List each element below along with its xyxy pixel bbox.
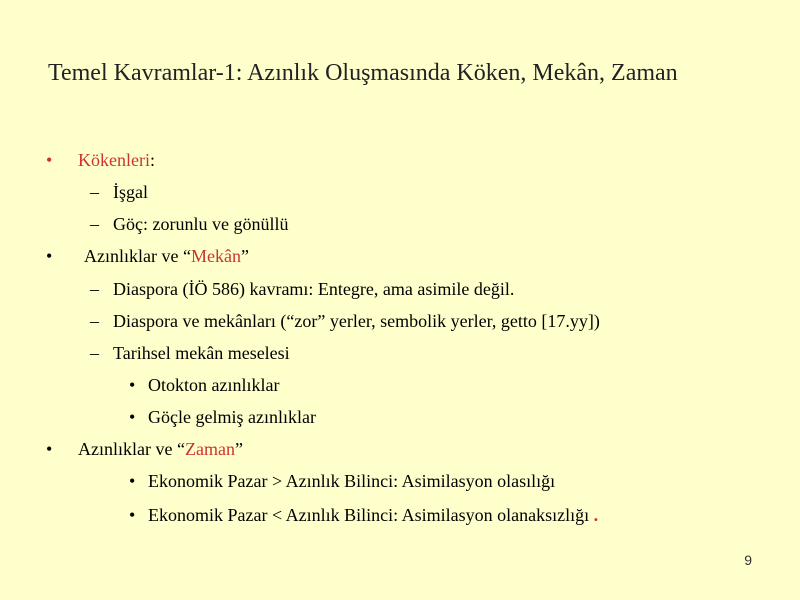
subsub-item-otokton: Otokton azınlıklar	[148, 375, 280, 395]
zaman-label: Zaman	[184, 439, 235, 459]
slide-title: Temel Kavramlar-1: Azınlık Oluşmasında Köken, Mekân, Zaman	[48, 60, 678, 86]
mekan-prefix: Azınlıklar ve “	[84, 246, 191, 266]
kokenleri-label: Kökenleri	[78, 150, 150, 170]
dash-marker: –	[90, 279, 99, 299]
sub-item-isgal: İşgal	[113, 182, 148, 202]
zaman-suffix: ”	[234, 439, 243, 459]
sub-item-goc: Göç: zorunlu ve gönüllü	[113, 214, 289, 234]
bullet-marker: •	[46, 150, 53, 170]
sub-bullet-marker: •	[129, 505, 136, 525]
subsub-item-asimilasyon-olasiligi: Ekonomik Pazar > Azınlık Bilinci: Asimilasyon olasılığı	[148, 471, 556, 491]
dash-marker: –	[90, 311, 99, 331]
bullet-marker: •	[46, 246, 53, 266]
subsub-item-gocle-gelmis: Göçle gelmiş azınlıklar	[148, 407, 316, 427]
dash-marker: –	[90, 343, 99, 363]
sub-bullet-marker: •	[129, 471, 136, 491]
trailing-dot: .	[593, 505, 599, 525]
bullet-kokenleri	[78, 149, 155, 171]
olanaksizligi-text: Ekonomik Pazar < Azınlık Bilinci: Asimilasyon olanaksızlığı	[148, 505, 594, 525]
dash-marker: –	[90, 182, 99, 202]
bullet-marker: •	[46, 439, 53, 459]
mekan-label: Mekân	[190, 246, 241, 266]
bullet-zaman	[78, 438, 243, 460]
sub-item-diaspora-kavrami: Diaspora (İÖ 586) kavramı: Entegre, ama asimile değil.	[113, 279, 515, 299]
sub-bullet-marker: •	[129, 407, 136, 427]
dash-marker: –	[90, 214, 99, 234]
mekan-suffix: ”	[240, 246, 249, 266]
subsub-item-asimilasyon-olanaksizligi	[148, 504, 598, 526]
bullet-mekan	[84, 245, 249, 267]
page-number: 9	[744, 552, 752, 568]
sub-item-diaspora-mekanlari: Diaspora ve mekânları (“zor” yerler, sembolik yerler, getto [17.yy])	[113, 311, 600, 331]
zaman-prefix: Azınlıklar ve “	[78, 439, 185, 459]
sub-bullet-marker: •	[129, 375, 136, 395]
kokenleri-suffix: :	[149, 150, 155, 170]
sub-item-tarihsel-mekan: Tarihsel mekân meselesi	[113, 343, 290, 363]
